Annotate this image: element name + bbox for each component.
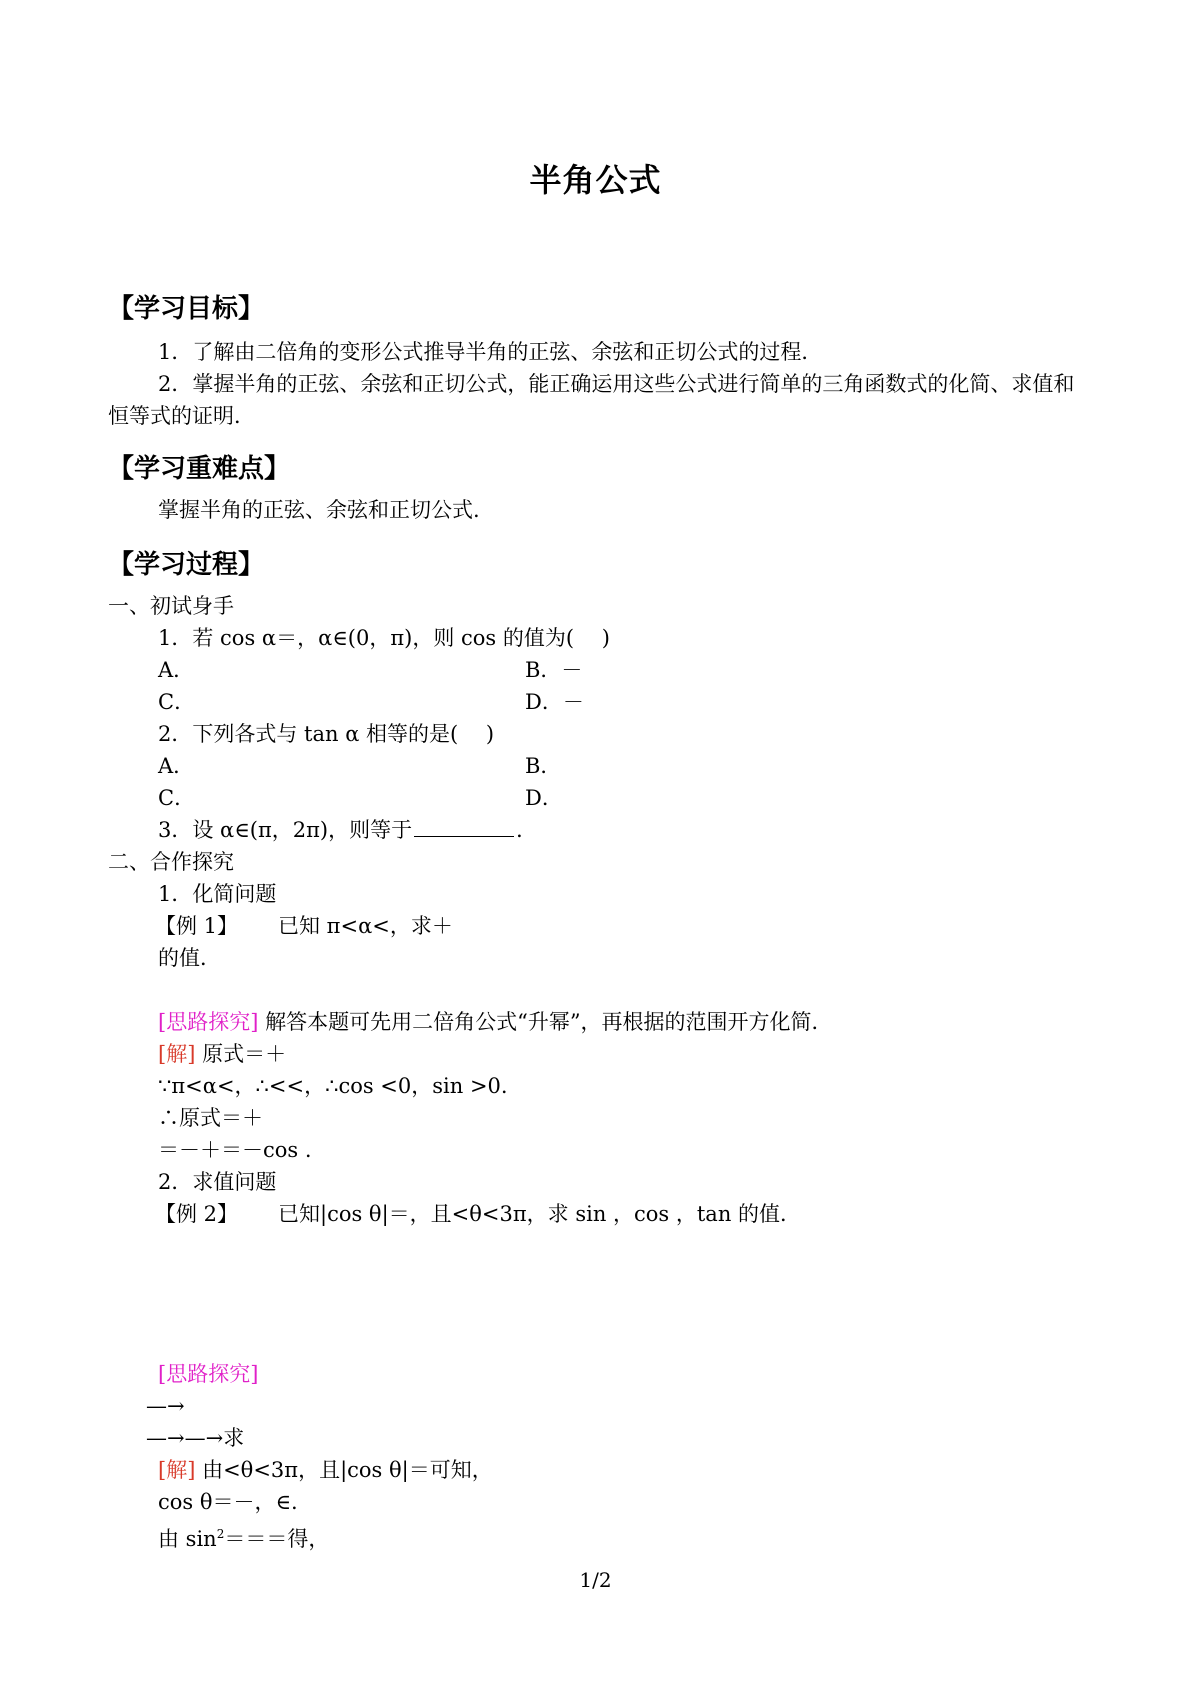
hint-1: [158, 1008, 833, 1036]
section-heading-process: 【学习过程】: [108, 550, 265, 580]
question-2-option-c: C．: [158, 786, 196, 810]
solution-2-line-3: [158, 1520, 329, 1553]
solution-2-text-1: 由<θ<3π，且|cos θ|＝可知，: [202, 1458, 493, 1482]
hint-2-arrow-line-1: —→: [146, 1394, 185, 1418]
solution-1-text-1: 原式＝＋: [202, 1042, 287, 1066]
question-2: 2．下列各式与 tan α 相等的是( ): [158, 722, 495, 746]
example-1-continuation: 的值．: [158, 946, 221, 970]
example-2-text: 已知|cos θ|＝，且<θ<3π，求 sin ，cos ，tan 的值．: [278, 1202, 802, 1226]
solution-2-text-3a: 由 sin: [158, 1527, 217, 1551]
question-1-option-a: A．: [158, 658, 195, 682]
question-2-option-b: B．: [525, 754, 562, 778]
section-heading-key-points: 【学习重难点】: [108, 454, 291, 484]
subsection-evaluate: 2．求值问题: [158, 1170, 277, 1194]
question-2-option-a: A．: [158, 754, 195, 778]
hint-2-label: [思路探究]: [158, 1362, 259, 1386]
question-3-end: ．: [516, 818, 538, 842]
hint-1-text: 解答本题可先用二倍角公式“升幂”，再根据的范围开方化简．: [265, 1010, 833, 1034]
goal-item-1: 1．了解由二倍角的变形公式推导半角的正弦、余弦和正切公式的过程．: [158, 340, 823, 364]
goal-item-2: 2．掌握半角的正弦、余弦和正切公式，能正确运用这些公式进行简单的三角函数式的化简、求值和恒等式的证明．: [108, 372, 1075, 428]
subsection-simplify: 1．化简问题: [158, 882, 277, 906]
page-number: 1/2: [579, 1568, 612, 1592]
solution-1-line-1: [158, 1040, 286, 1068]
solution-2-line-2: cos θ＝－，∈.: [158, 1490, 298, 1514]
part1-heading: 一、初试身手: [108, 594, 234, 618]
solution-1-line-3: ∴原式＝＋: [158, 1106, 263, 1130]
part2-heading: 二、合作探究: [108, 850, 234, 874]
hint-label: [思路探究]: [158, 1010, 259, 1034]
key-points-text: 掌握半角的正弦、余弦和正切公式.: [158, 498, 480, 522]
question-2-option-d: D．: [525, 786, 563, 810]
superscript-2: 2: [216, 1527, 225, 1541]
question-3-text: 3．设 α∈(π，2π)，则等于: [158, 818, 413, 842]
question-1-option-b: B．－: [525, 658, 583, 682]
solution-2-text-3b: ＝＝＝得，: [224, 1527, 330, 1551]
question-1: 1．若 cos α＝，α∈(0，π)，则 cos 的值为( ): [158, 626, 610, 650]
solution-2-label: [解]: [158, 1458, 196, 1482]
page-title: 半角公式: [529, 161, 662, 199]
solution-2-line-1: [158, 1456, 493, 1484]
solution-label: [解]: [158, 1042, 196, 1066]
question-1-option-c: C．: [158, 690, 196, 714]
solution-1-line-2: ∵π<α<，∴<<，∴cos <0，sin >0.: [158, 1074, 508, 1098]
example-1-text: 已知 π<α<，求＋: [278, 914, 453, 938]
example-2-label: 【例 2】: [155, 1202, 239, 1226]
solution-1-line-4: ＝－＋＝－cos .: [158, 1138, 312, 1162]
section-heading-goals: 【学习目标】: [108, 294, 265, 324]
question-3: [158, 816, 537, 844]
answer-blank: [414, 816, 514, 837]
question-1-option-d: D．－: [525, 690, 584, 714]
example-1-label: 【例 1】: [155, 914, 239, 938]
hint-2-arrow-line-2: —→—→求: [146, 1426, 245, 1450]
